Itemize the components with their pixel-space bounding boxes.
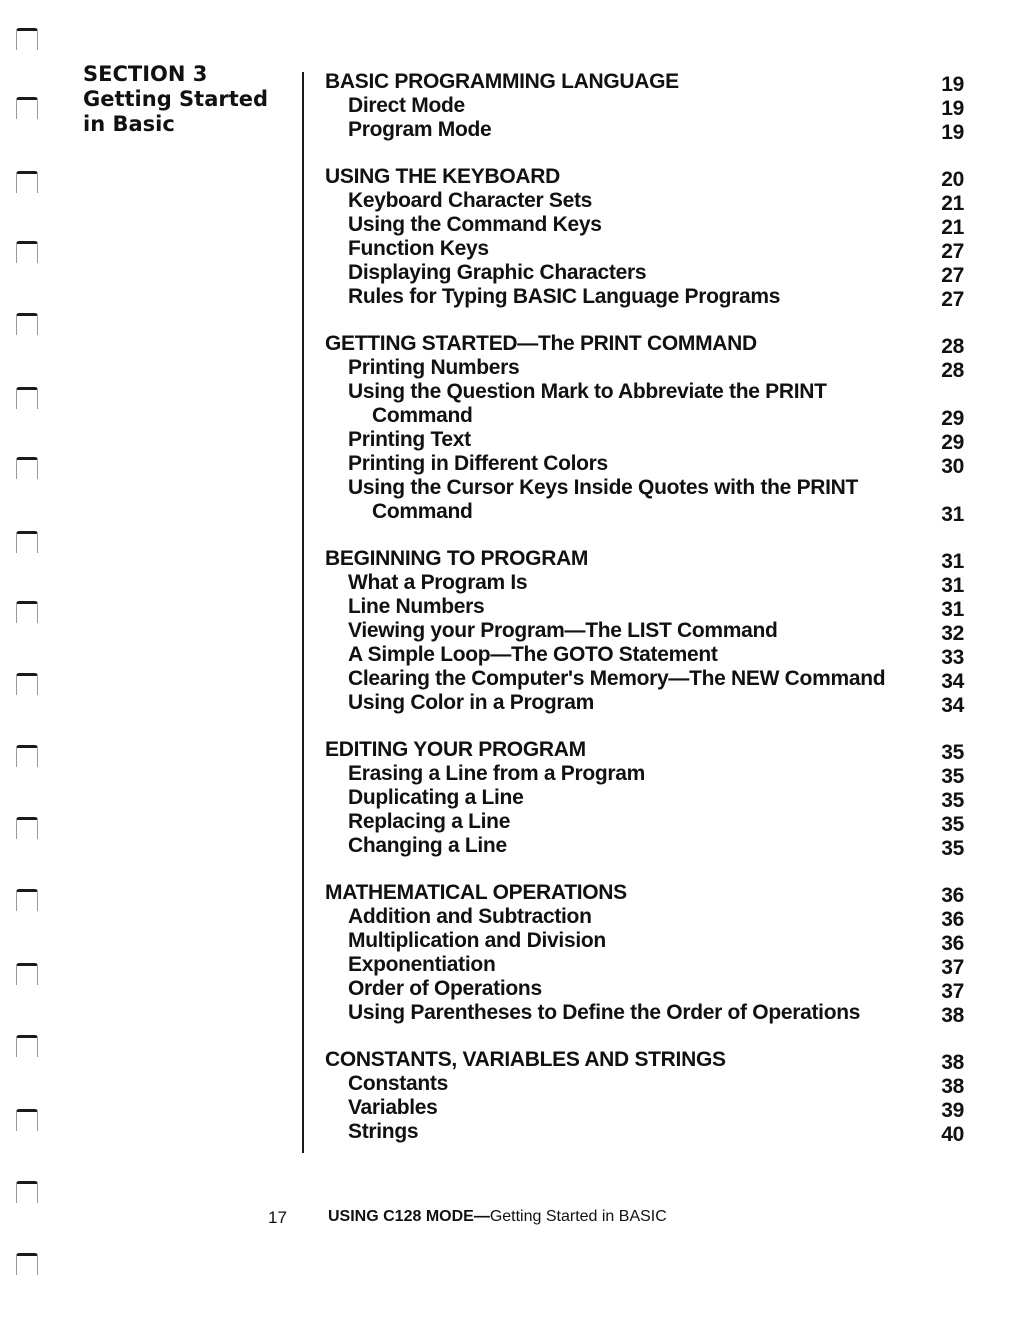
toc-entry-title-continued: Command <box>372 404 473 427</box>
toc-heading-title: BEGINNING TO PROGRAM <box>325 547 589 570</box>
toc-entry-title: Addition and Subtraction <box>348 905 592 928</box>
toc-entry-title: What a Program Is <box>348 571 528 594</box>
toc-entry <box>325 261 970 285</box>
toc-entry-title: Line Numbers <box>348 595 485 618</box>
toc-entry <box>325 428 970 452</box>
vertical-divider <box>302 72 304 1153</box>
toc-heading-title: USING THE KEYBOARD <box>325 165 560 188</box>
toc-entry-title: Duplicating a Line <box>348 786 524 809</box>
binding-mark-icon <box>16 1035 38 1057</box>
toc-entry <box>325 691 970 715</box>
toc-entry-title: Printing Text <box>348 428 471 451</box>
binding-marks <box>0 0 60 1320</box>
toc-page-number: 38 <box>941 1051 964 1074</box>
toc-page-number: 27 <box>941 240 964 263</box>
toc-heading <box>325 70 970 94</box>
toc-group <box>325 165 970 309</box>
toc-page-number: 19 <box>941 73 964 96</box>
toc-entry-title: Using the Command Keys <box>348 213 602 236</box>
toc-entry-title-continued: Command <box>372 500 473 523</box>
toc-entry-title: Using the Cursor Keys Inside Quotes with the PRINT <box>348 476 859 499</box>
toc-page-number: 35 <box>941 837 964 860</box>
toc-entry <box>325 118 970 142</box>
toc-entry <box>325 571 970 595</box>
toc-entry-title: Program Mode <box>348 118 492 141</box>
toc-page-number: 34 <box>941 670 964 693</box>
toc-heading <box>325 1048 970 1072</box>
toc-entry <box>325 356 970 380</box>
toc-page-number: 36 <box>941 932 964 955</box>
toc-page-number: 21 <box>941 192 964 215</box>
toc-entry <box>325 929 970 953</box>
toc-entry-title: Using the Question Mark to Abbreviate the PRINT <box>348 380 827 403</box>
toc-heading <box>325 165 970 189</box>
running-footer-title-bold: USING C128 MODE— <box>328 1208 490 1225</box>
toc-entry-title: A Simple Loop—The GOTO Statement <box>348 643 718 666</box>
toc-entry <box>325 1096 970 1120</box>
toc-entry-title: Multiplication and Division <box>348 929 606 952</box>
toc-page-number: 28 <box>941 359 964 382</box>
binding-mark-icon <box>16 387 38 409</box>
toc-entry <box>325 619 970 643</box>
toc-entry <box>325 1001 970 1025</box>
toc-page-number: 20 <box>941 168 964 191</box>
binding-mark-icon <box>16 1253 38 1275</box>
toc-entry-title: Direct Mode <box>348 94 465 117</box>
toc-page-number: 27 <box>941 288 964 311</box>
binding-mark-icon <box>16 1181 38 1203</box>
toc-page-number: 35 <box>941 741 964 764</box>
toc-heading <box>325 738 970 762</box>
toc-page-number: 19 <box>941 97 964 120</box>
toc-page-number: 32 <box>941 622 964 645</box>
toc-entry <box>325 1120 970 1144</box>
toc-page-number: 36 <box>941 884 964 907</box>
binding-mark-icon <box>16 28 38 50</box>
toc-heading-title: MATHEMATICAL OPERATIONS <box>325 881 627 904</box>
toc-heading-title: GETTING STARTED—The PRINT COMMAND <box>325 332 757 355</box>
toc-entry-title: Exponentiation <box>348 953 496 976</box>
binding-mark-icon <box>16 457 38 479</box>
toc-heading <box>325 881 970 905</box>
toc-entry <box>325 189 970 213</box>
toc-page-number: 36 <box>941 908 964 931</box>
binding-mark-icon <box>16 963 38 985</box>
toc-entry <box>325 476 970 500</box>
toc-entry-title: Using Parentheses to Define the Order of Operations <box>348 1001 861 1024</box>
toc-page-number: 19 <box>941 121 964 144</box>
binding-mark-icon <box>16 1109 38 1131</box>
toc-page-number: 29 <box>941 407 964 430</box>
toc-group <box>325 881 970 1025</box>
binding-mark-icon <box>16 817 38 839</box>
toc-entry <box>325 94 970 118</box>
toc-page-number: 31 <box>941 550 964 573</box>
binding-mark-icon <box>16 313 38 335</box>
section-heading <box>83 62 268 137</box>
toc-heading-title: EDITING YOUR PROGRAM <box>325 738 586 761</box>
toc-entry-continuation <box>325 500 970 524</box>
toc-entry-title: Constants <box>348 1072 448 1095</box>
toc-entry-title: Printing in Different Colors <box>348 452 608 475</box>
toc-entry <box>325 834 970 858</box>
table-of-contents <box>325 70 970 1167</box>
toc-heading-title: CONSTANTS, VARIABLES AND STRINGS <box>325 1048 726 1071</box>
toc-entry-continuation <box>325 404 970 428</box>
toc-entry-title: Rules for Typing BASIC Language Programs <box>348 285 781 308</box>
toc-entry <box>325 595 970 619</box>
toc-page-number: 30 <box>941 455 964 478</box>
toc-page-number: 28 <box>941 335 964 358</box>
binding-mark-icon <box>16 601 38 623</box>
toc-entry <box>325 905 970 929</box>
toc-entry <box>325 786 970 810</box>
toc-page-number: 29 <box>941 431 964 454</box>
toc-group <box>325 738 970 858</box>
toc-entry-title: Keyboard Character Sets <box>348 189 593 212</box>
binding-mark-icon <box>16 171 38 193</box>
toc-page-number: 35 <box>941 789 964 812</box>
toc-page-number: 27 <box>941 264 964 287</box>
toc-page-number: 38 <box>941 1004 964 1027</box>
toc-page-number: 33 <box>941 646 964 669</box>
toc-page-number: 39 <box>941 1099 964 1122</box>
toc-entry <box>325 667 970 691</box>
toc-page-number: 37 <box>941 980 964 1003</box>
toc-page-number: 38 <box>941 1075 964 1098</box>
toc-page-number: 35 <box>941 765 964 788</box>
toc-entry <box>325 977 970 1001</box>
binding-mark-icon <box>16 241 38 263</box>
toc-page-number: 34 <box>941 694 964 717</box>
binding-mark-icon <box>16 531 38 553</box>
toc-entry-title: Strings <box>348 1120 419 1143</box>
running-footer-title-rest: Getting Started in BASIC <box>489 1208 667 1225</box>
toc-entry-title: Replacing a Line <box>348 810 511 833</box>
toc-heading <box>325 547 970 571</box>
toc-entry-title: Order of Operations <box>348 977 542 1000</box>
toc-group <box>325 1048 970 1144</box>
section-title-line-1: Getting Started <box>83 87 269 111</box>
toc-entry <box>325 953 970 977</box>
toc-entry-title: Using Color in a Program <box>348 691 594 714</box>
toc-entry <box>325 285 970 309</box>
toc-entry <box>325 237 970 261</box>
toc-entry <box>325 762 970 786</box>
toc-page-number: 37 <box>941 956 964 979</box>
toc-page-number: 31 <box>941 503 964 526</box>
toc-page-number: 31 <box>941 598 964 621</box>
binding-mark-icon <box>16 889 38 911</box>
toc-page-number: 21 <box>941 216 964 239</box>
toc-entry-title: Clearing the Computer's Memory—The NEW Command <box>348 667 886 690</box>
toc-entry-title: Printing Numbers <box>348 356 520 379</box>
binding-mark-icon <box>16 673 38 695</box>
running-footer-title <box>328 1208 667 1226</box>
toc-entry-title: Variables <box>348 1096 438 1119</box>
toc-entry <box>325 810 970 834</box>
toc-entry-title: Changing a Line <box>348 834 507 857</box>
page-number: 17 <box>268 1208 287 1227</box>
toc-entry-title: Viewing your Program—The LIST Command <box>348 619 778 642</box>
toc-group <box>325 332 970 524</box>
toc-page-number: 31 <box>941 574 964 597</box>
toc-group <box>325 70 970 142</box>
toc-entry <box>325 1072 970 1096</box>
toc-group <box>325 547 970 715</box>
toc-page-number: 35 <box>941 813 964 836</box>
toc-entry <box>325 213 970 237</box>
toc-entry <box>325 643 970 667</box>
binding-mark-icon <box>16 97 38 119</box>
toc-entry <box>325 452 970 476</box>
toc-entry-title: Displaying Graphic Characters <box>348 261 647 284</box>
toc-entry <box>325 380 970 404</box>
toc-page-number: 40 <box>941 1123 964 1146</box>
toc-entry-title: Function Keys <box>348 237 489 260</box>
toc-heading-title: BASIC PROGRAMMING LANGUAGE <box>325 70 679 93</box>
toc-heading <box>325 332 970 356</box>
binding-mark-icon <box>16 745 38 767</box>
toc-entry-title: Erasing a Line from a Program <box>348 762 646 785</box>
section-number: SECTION 3 <box>83 62 208 86</box>
section-title-line-2: in Basic <box>83 112 175 136</box>
